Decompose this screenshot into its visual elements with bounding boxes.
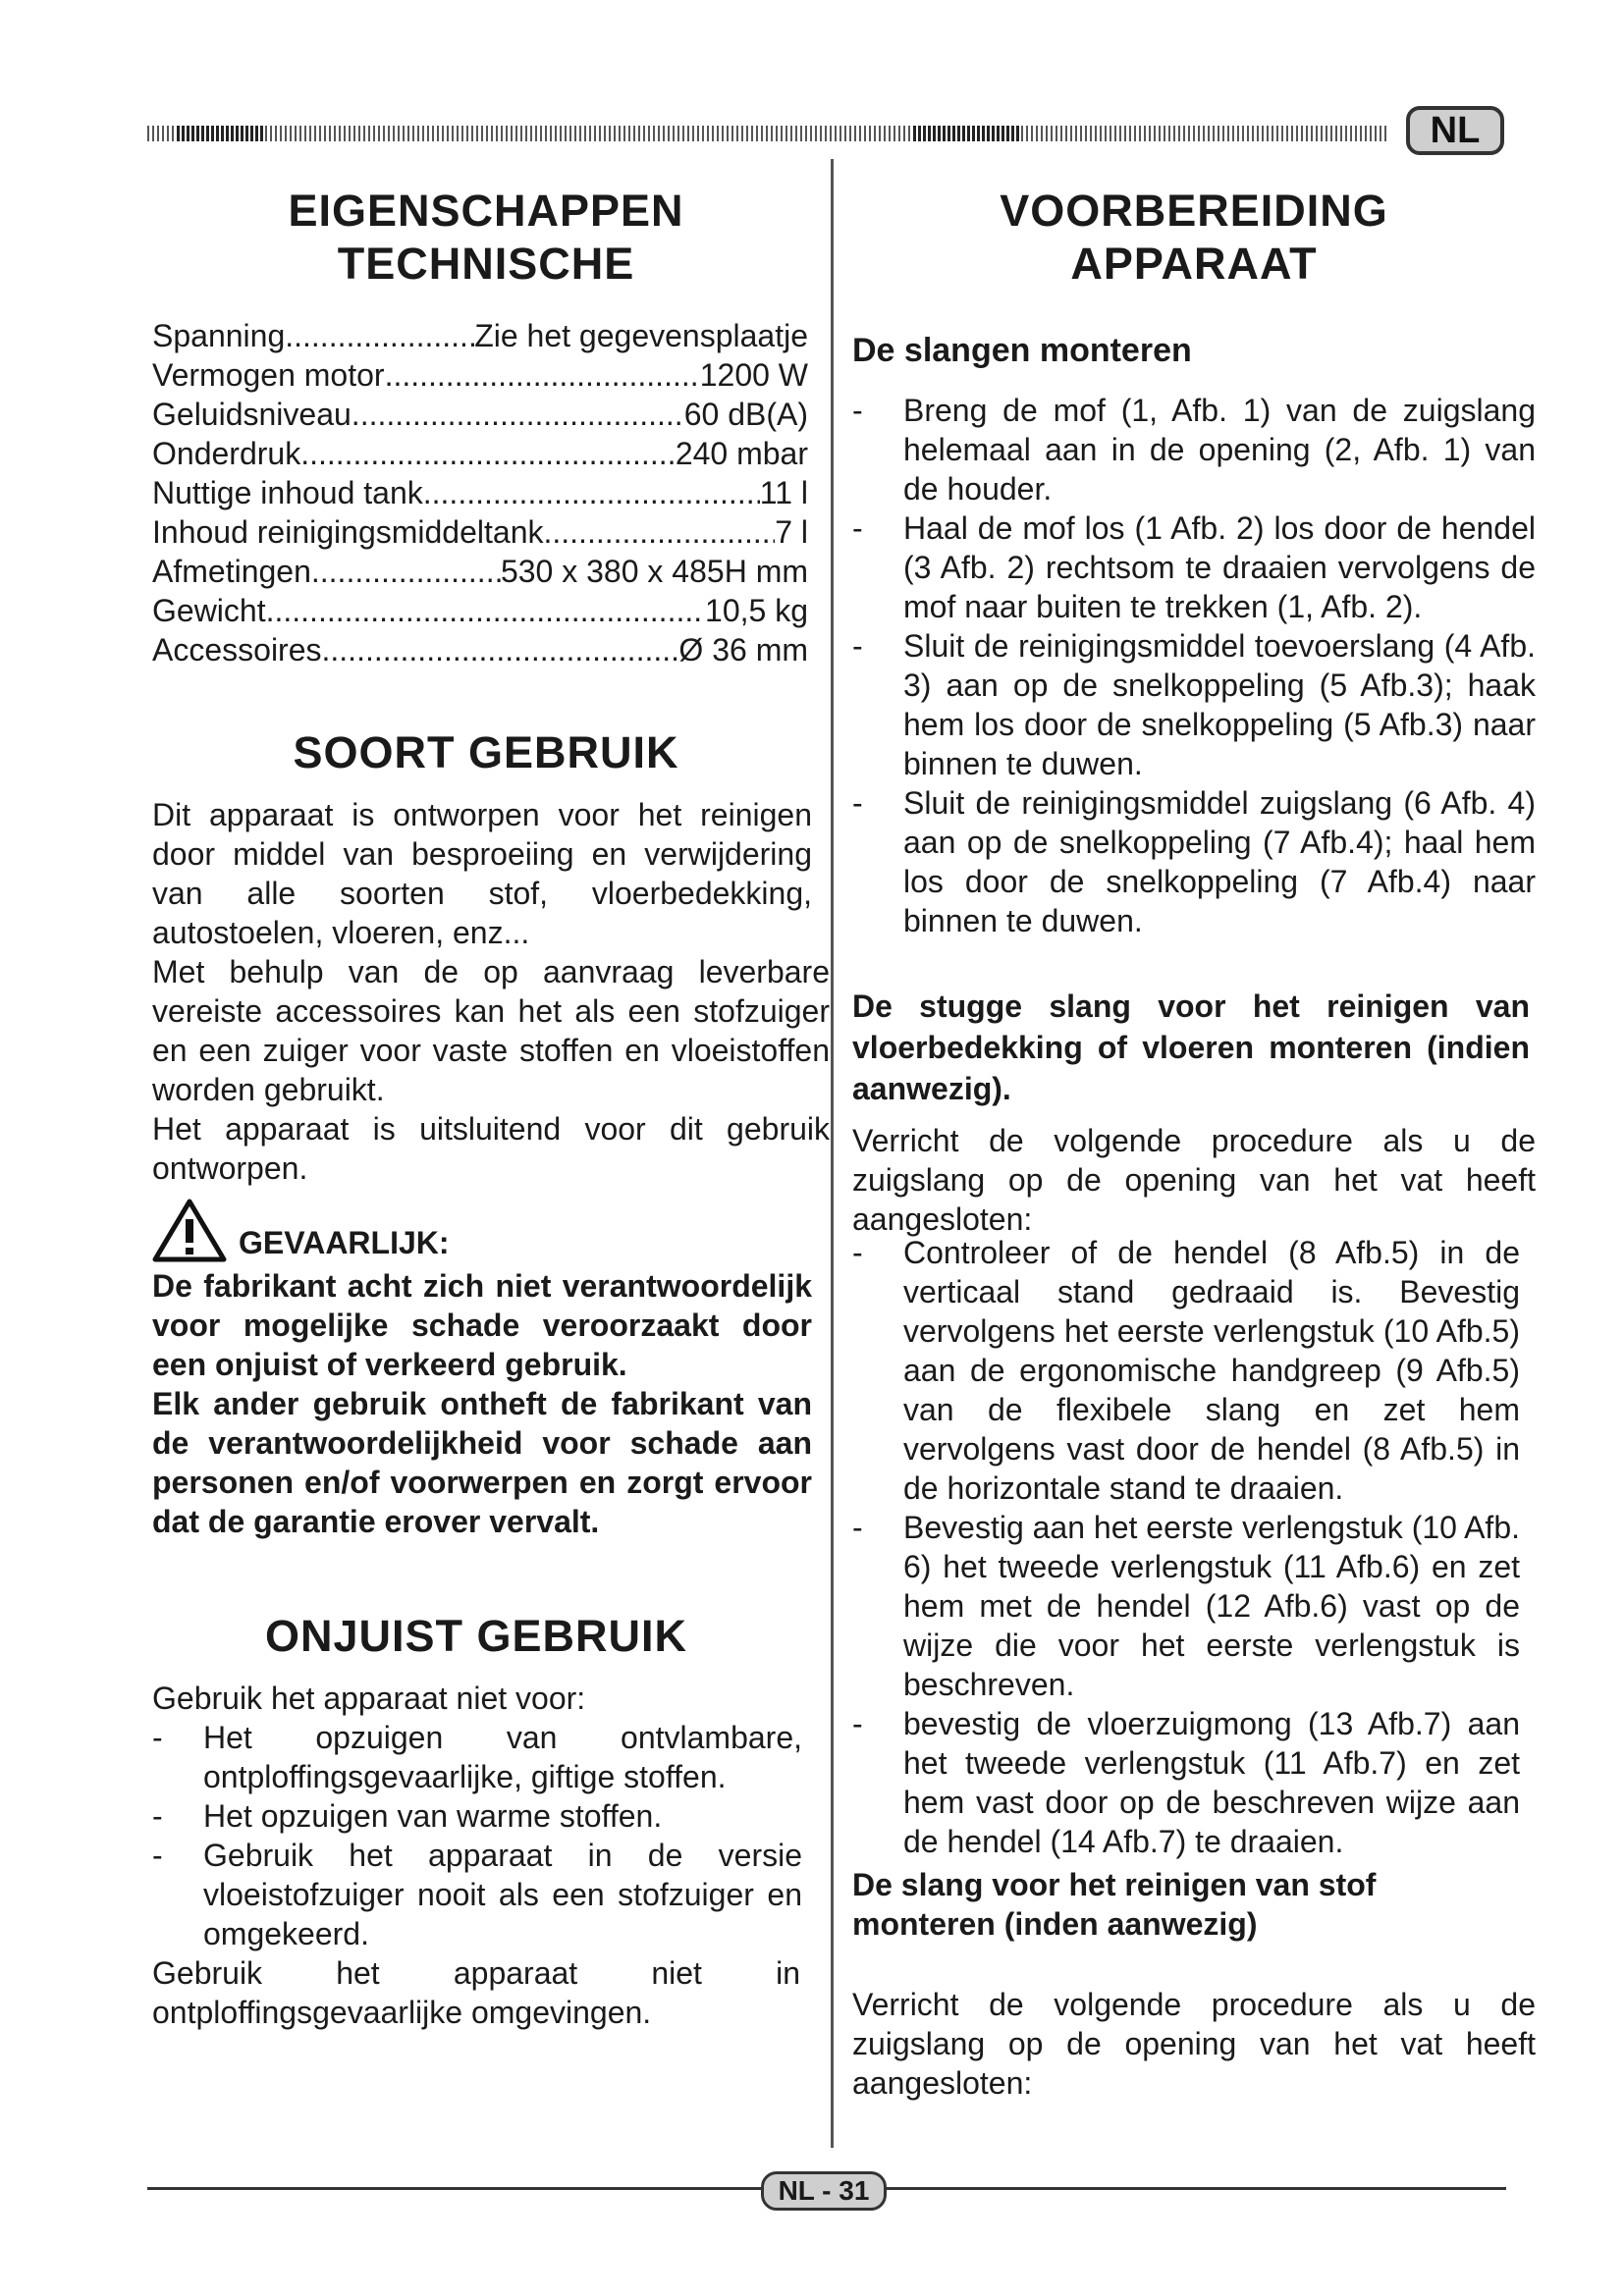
column-divider bbox=[831, 159, 834, 2148]
misuse-list bbox=[152, 1718, 802, 1953]
list-item: - Haal de mof los (1 Afb. 2) los door de hendel (3 Afb. 2) rechtsom te draaien vervolgens de mof naar buiten te trekken (1, Afb. 2). bbox=[852, 510, 1536, 624]
hoses-title: De slangen monteren bbox=[852, 332, 1192, 369]
hoses-list bbox=[852, 391, 1536, 940]
list-item: - Het opzuigen van ontvlambare, ontploffingsgevaarlijke, giftige stoffen. bbox=[152, 1720, 802, 1794]
misuse-title: ONJUIST GEBRUIK bbox=[264, 1611, 688, 1661]
misuse-intro: Gebruik het apparaat niet voor: bbox=[152, 1681, 586, 1716]
spec-row-detergent-tank: Inhoud reinigingsmiddeltank ..... 7 l bbox=[152, 512, 808, 552]
list-item: - Breng de mof (1, Afb. 1) van de zuigslang helemaal aan in de opening (2, Afb. 1) van de houder. bbox=[852, 393, 1536, 507]
rigid-hose-list bbox=[852, 1233, 1520, 1861]
language-badge: NL bbox=[1406, 106, 1504, 155]
list-item: - Sluit de reinigingsmiddel toevoerslang (4 Afb. 3) aan op de snelkoppeling (5 Afb.3); haak hem los door de snelkoppeling (5 Afb.3) naar binnen te duwen. bbox=[852, 628, 1536, 781]
spec-row-weight: Gewicht ..... 10,5 kg bbox=[152, 591, 808, 630]
list-item: - Sluit de reinigingsmiddel zuigslang (6 Afb. 4) aan op de snelkoppeling (7 Afb.4); haal hem los door de snelkoppeling (7 Afb.4) naar binnen te duwen. bbox=[852, 785, 1536, 938]
list-item: - Gebruik het apparaat in de versie vloeistofzuiger nooit als een stofzuiger en omgekeerd. bbox=[152, 1838, 802, 1951]
warning-paragraph-2: Elk ander gebruik ontheft de fabrikant van de verantwoordelijkheid voor schade aan personen en/of voorwerpen en zorgt ervoor dat de garantie erover vervalt. bbox=[152, 1386, 812, 1539]
list-item: - bevestig de vloerzuigmong (13 Afb.7) aan het tweede verlengstuk (11 Afb.7) en zet hem vast door op de beschreven wijze aan de hendel (14 Afb.7) te draaien. bbox=[852, 1706, 1520, 1859]
specs-title-line2: TECHNISCHE bbox=[337, 239, 635, 289]
misuse-outro: Gebruik het apparaat niet in ontploffingsgevaarlijke omgevingen. bbox=[152, 1955, 800, 2030]
spec-row-noise: Geluidsniveau ..... 60 dB(A) bbox=[152, 395, 808, 434]
warning-paragraph-1: De fabrikant acht zich niet verantwoordelijk voor mogelijke schade veroorzaakt door een onjuist of verkeerd gebruik. bbox=[152, 1268, 812, 1382]
dust-hose-title: De slang voor het reinigen van stof monteren (inden aanwezig) bbox=[852, 1867, 1377, 1942]
spec-row-vacuum: Onderdruk ..... 240 mbar bbox=[152, 434, 808, 473]
list-item: - Bevestig aan het eerste verlengstuk (10 Afb. 6) het tweede verlengstuk (11 Afb.6) en zet hem met de hendel (12 Afb.6) vast op de wijze die voor het eerste verlengstuk is beschreven. bbox=[852, 1510, 1520, 1702]
use-paragraph-1: Dit apparaat is ontworpen voor het reinigen door middel van besproeiing en verwijdering van alle soorten stof, vloerbedekking, autostoelen, vloeren, enz... bbox=[152, 797, 812, 950]
warning-label: GEVAARLIJK: bbox=[239, 1225, 450, 1260]
spec-row-tank: Nuttige inhoud tank ..... 11 l bbox=[152, 473, 808, 512]
page-number-badge: NL - 31 bbox=[761, 2171, 887, 2211]
use-paragraph-3: Het apparaat is uitsluitend voor dit gebruik ontworpen. bbox=[152, 1111, 830, 1186]
spec-row-dimensions: Afmetingen ..... 530 x 380 x 485H mm bbox=[152, 552, 808, 591]
dust-hose-intro: Verricht de volgende procedure als u de zuigslang op de opening van het vat heeft aangesloten: bbox=[852, 1987, 1536, 2101]
specs-title-line1: EIGENSCHAPPEN bbox=[288, 186, 684, 236]
prep-title-line1: VOORBEREIDING bbox=[1000, 186, 1388, 236]
rigid-hose-title: De stugge slang voor het reinigen van vloerbedekking of vloeren monteren (indien aanwezig). bbox=[852, 988, 1530, 1106]
use-paragraph-2: Met behulp van de op aanvraag leverbare vereiste accessoires kan het als een stofzuiger en een zuiger voor vaste stoffen en vloeistoffen worden gebruikt. bbox=[152, 954, 830, 1107]
warning-triangle-icon bbox=[152, 1198, 227, 1262]
use-title: SOORT GEBRUIK bbox=[293, 727, 679, 777]
warning-heading bbox=[152, 1198, 450, 1262]
prep-title-line2: APPARAAT bbox=[1070, 239, 1318, 289]
list-item: - Het opzuigen van warme stoffen. bbox=[152, 1798, 663, 1834]
list-item: - Controleer of de hendel (8 Afb.5) in de verticaal stand gedraaid is. Bevestig vervolgens het eerste verlengstuk (10 Afb.5) aan de ergonomische handgreep (9 Afb.5) van de flexibele slang en zet hem vervolgens vast door de hendel (8 Afb.5) in de horizontale stand te draaien. bbox=[852, 1235, 1520, 1506]
spec-row-voltage: Spanning ..... Zie het gegevensplaatje bbox=[152, 316, 808, 355]
rigid-hose-intro: Verricht de volgende procedure als u de zuigslang op de opening van het vat heeft aangesloten: bbox=[852, 1123, 1536, 1237]
spec-row-accessories: Accessoires ..... Ø 36 mm bbox=[152, 630, 808, 669]
header-rule bbox=[147, 126, 1386, 141]
spec-row-power: Vermogen motor ..... 1200 W bbox=[152, 355, 808, 395]
